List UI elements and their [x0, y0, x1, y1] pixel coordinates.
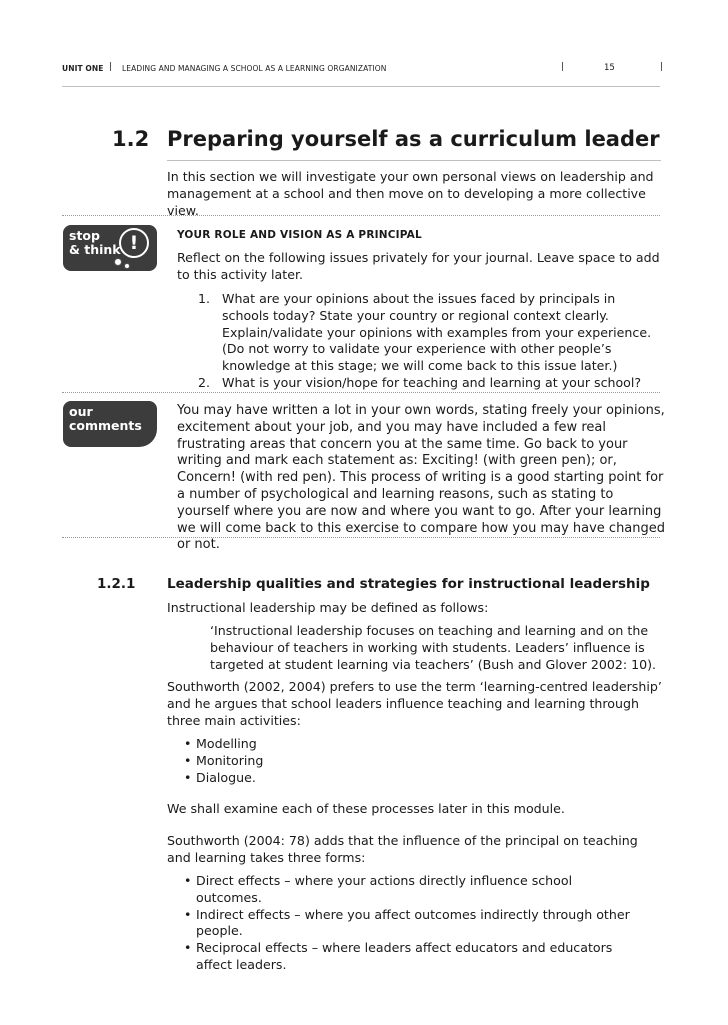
- list-item: [170, 907, 640, 941]
- list-item: [170, 940, 640, 974]
- thought-dot-icon: [124, 263, 130, 269]
- paragraph: Southworth (2002, 2004) prefers to use the term ‘learning-centred leadership’ and he argues that school leaders influence teaching and learning through three main activities:: [167, 679, 662, 728]
- stop-think-badge: [63, 225, 157, 271]
- section-intro: In this section we will investigate your own personal views on leadership and management at a school and then move on to developing a more collective view.: [167, 169, 654, 218]
- activity-intro: Reflect on the following issues privately for your journal. Leave space to add to this activity later.: [177, 250, 660, 282]
- subsection-title: Leadership qualities and strategies for instructional leadership: [167, 576, 650, 592]
- activity-list: [198, 291, 658, 392]
- list-item-text: What are your opinions about the issues faced by principals in schools today? State your country or regional context clearly. Explain/validate your opinions with examples from your experience. (Do not worry to validate your experience with other people’s knowledge at this stage; we will come back to this issue later.): [222, 291, 652, 374]
- list-item: [170, 873, 640, 907]
- list-item-text: Dialogue.: [196, 769, 256, 785]
- list-item-text: Reciprocal effects – where leaders affect educators and educators affect leaders.: [196, 940, 613, 972]
- header-unit: UNIT ONE: [62, 64, 104, 73]
- header-title: LEADING AND MANAGING A SCHOOL AS A LEARNING ORGANIZATION: [122, 64, 387, 73]
- section-rule: [167, 160, 661, 161]
- header-separator: |: [561, 62, 565, 72]
- list-item: [170, 736, 640, 753]
- list-item-text: Monitoring: [196, 752, 264, 768]
- subsection-number: 1.2.1: [97, 576, 136, 592]
- comments-text: You may have written a lot in your own words, stating freely your opinions, excitement about your job, and you may have included a few real frustrating areas that concern you at the same time. Go back to your writing and mark each statement as: Exciting! (with green pen); or, Concern! (with red pen). This process of writing is a good starting point for a number of psychological and learning reasons, such as stating to yourself where you are now and where you want to go. After your learning we will come back to this exercise to compare how you may have changed or not.: [177, 403, 666, 553]
- bullet: •: [184, 736, 192, 751]
- dotted-divider: [62, 392, 660, 393]
- bullet: •: [184, 906, 192, 922]
- badge-line: stop: [69, 228, 100, 243]
- list-item-text: Indirect effects – where you affect outcomes indirectly through other people.: [196, 906, 630, 939]
- header-separator: |: [109, 62, 113, 72]
- paragraph: We shall examine each of these processes later in this module.: [167, 801, 565, 816]
- list-item: [198, 375, 658, 392]
- paragraph: Southworth (2004: 78) adds that the influence of the principal on teaching and learning takes three forms:: [167, 833, 638, 865]
- bullet: •: [184, 940, 192, 956]
- section-number: 1.2: [112, 127, 150, 151]
- list-item: [170, 753, 640, 770]
- list-item-text: Direct effects – where your actions directly influence school outcomes.: [196, 873, 573, 905]
- thought-dot-icon: [114, 258, 122, 266]
- paragraph: Instructional leadership may be defined as follows:: [167, 600, 489, 615]
- activity-title: YOUR ROLE AND VISION AS A PRINCIPAL: [177, 229, 422, 241]
- badge-line: & think: [69, 242, 121, 257]
- our-comments-badge: [63, 401, 157, 447]
- bullet: •: [184, 752, 192, 768]
- list-item: [170, 770, 640, 787]
- bullet: •: [184, 769, 192, 785]
- bullet: •: [184, 873, 192, 888]
- thought-bubble-icon: !: [119, 228, 149, 258]
- list-number: 1.: [198, 291, 211, 306]
- list-item: [198, 291, 658, 375]
- section-title: Preparing yourself as a curriculum leader: [167, 127, 660, 151]
- header-rule: [62, 86, 660, 87]
- page-number: 15: [604, 63, 615, 73]
- effects-list: [170, 873, 640, 974]
- dotted-divider: [62, 215, 660, 216]
- badge-line: comments: [69, 418, 142, 433]
- badge-line: our: [69, 404, 93, 419]
- activities-list: [170, 736, 640, 786]
- dotted-divider: [62, 537, 660, 538]
- block-quote: ‘Instructional leadership focuses on teaching and learning and on the behaviour of teachers in working with students. Leaders’ influence is targeted at student learning via teachers’ (Bush and Glover 2002: 10).: [210, 623, 657, 672]
- header-separator: |: [660, 62, 664, 72]
- list-item-text: Modelling: [196, 736, 257, 751]
- list-item-text: What is your vision/hope for teaching and learning at your school?: [222, 374, 642, 390]
- list-number: 2.: [198, 374, 211, 390]
